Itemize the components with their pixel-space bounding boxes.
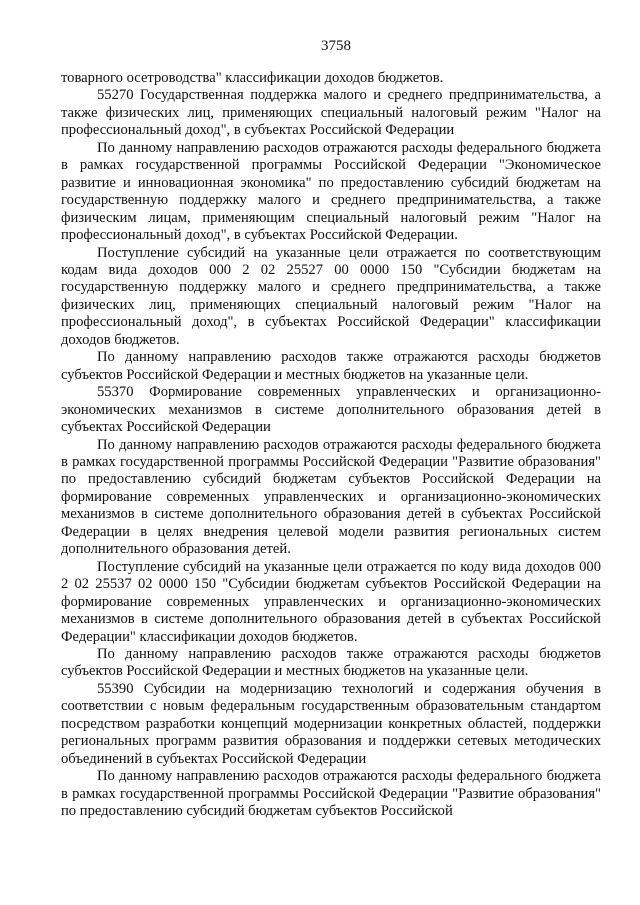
paragraph: По данному направлению расходов также отражаются расходы бюджетов субъектов Российской Федерации и местных бюджетов на указанные цели. <box>61 645 601 680</box>
document-body <box>61 70 601 820</box>
paragraph: По данному направлению расходов отражаются расходы федерального бюджета в рамках государственной программы Российской Федерации "Развитие образования" по предоставлению субсидий бюджетам субъектов Российской Федерации на формирование современных управленческих и организационно-экономических механизмов в системе дополнительного образования детей в субъектах Российской Федерации в целях внедрения целевой модели развития региональных систем дополнительного образования детей. <box>61 436 601 558</box>
paragraph: По данному направлению расходов также отражаются расходы бюджетов субъектов Российской Федерации и местных бюджетов на указанные цели. <box>61 349 601 383</box>
paragraph: Поступление субсидий на указанные цели отражается по соответствующим кодам вида доходов 000 2 02 25527 00 0000 150 "Субсидии бюджетам на государственную поддержку малого и среднего предпринимательства, а также физических лиц, применяющих специальный налоговый режим "Налог на профессиональный доход", в субъектах Российской Федерации" классификации доходов бюджетов. <box>61 244 601 348</box>
paragraph: По данному направлению расходов отражаются расходы федерального бюджета в рамках государственной программы Российской Федерации "Экономическое развитие и инновационная экономика" по предоставлению субсидий бюджетам на государственную поддержку малого и среднего предпринимательства, а также физическим лицам, применяющим специальный налоговый режим "Налог на профессиональный доход", в субъектах Российской Федерации. <box>61 139 601 244</box>
paragraph: По данному направлению расходов отражаются расходы федерального бюджета в рамках государственной программы Российской Федерации "Развитие образования" по предоставлению субсидий бюджетам субъектов Российской <box>61 768 601 820</box>
page-number: 3758 <box>321 38 351 54</box>
budget-code-heading-55270: 55270 Государственная поддержка малого и среднего предпринимательства, а также физических лиц, применяющих специальный налоговый режим "Налог на профессиональный доход", в субъектах Российской Федерации <box>61 87 601 139</box>
paragraph-continuation: товарного осетроводства" классификации доходов бюджетов. <box>61 70 444 86</box>
budget-code-heading-55370: 55370 Формирование современных управленческих и организационно-экономических механизмов в системе дополнительного образования детей в субъектах Российской Федерации <box>61 384 601 436</box>
paragraph: Поступление субсидий на указанные цели отражается по коду вида доходов 000 2 02 25537 02 0000 150 "Субсидии бюджетам субъектов Российской Федерации на формирование современных управленческих и организационно-экономических механизмов в системе дополнительного образования детей в субъектах Российской Федерации" классификации доходов бюджетов. <box>61 558 601 645</box>
budget-code-heading-55390: 55390 Субсидии на модернизацию технологий и содержания обучения в соответствии с новым федеральным государственным образовательным стандартом посредством разработки концепций модернизации конкретных областей, поддержки региональных программ развития образования и поддержки сетевых методических объединений в субъектах Российской Федерации <box>61 680 601 767</box>
